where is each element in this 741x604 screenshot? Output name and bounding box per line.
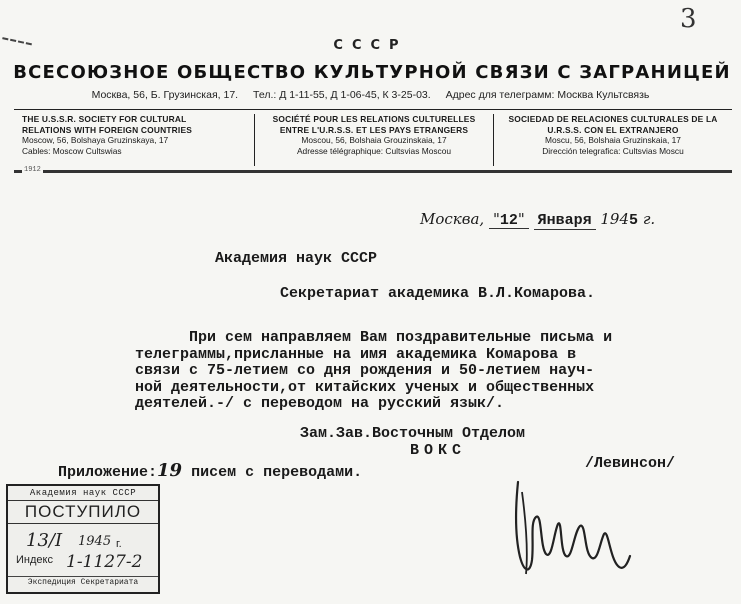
date-year-prefix: 194 <box>600 210 630 228</box>
body-line: При сем направляем Вам поздравительные письма и <box>135 329 613 346</box>
stamp-org: Академия наук СССР <box>29 488 137 498</box>
page-number: 3 <box>680 4 697 34</box>
body-line: связи с 75-летием со дня рождения и 50-летием науч- <box>135 362 595 379</box>
date-year-digit: 5 <box>629 212 639 229</box>
body-line: деятелей.-/ с переводом на русский язык/. <box>135 395 505 412</box>
org-telegram: Адрес для телеграмм: Москва Культсвязь <box>445 89 650 101</box>
stamp-day-month: 13/I <box>26 530 63 551</box>
foreign-name-english: THE U.S.S.R. SOCIETY FOR CULTURAL RELATIONS WITH FOREIGN COUNTRIES Moscow, 56, Bolshaya Gruzinskaya, 17 Cables: Moscow Cultswias <box>22 114 193 156</box>
stamp-index-value: 1-1127-2 <box>66 552 143 572</box>
date-city: Москва, <box>420 210 485 228</box>
stamp-expedition: Экспедиция Секретариата <box>8 576 158 587</box>
body-line: телеграммы,присланные на имя академика Комарова в <box>135 345 577 363</box>
foreign-names-row <box>14 114 732 166</box>
org-short-name: СССР <box>333 38 408 53</box>
date-month: Января <box>534 212 596 230</box>
letter-date: Москва, "12" Января 1945 г. <box>420 210 656 229</box>
signer-name: /Левинсон/ <box>585 455 676 472</box>
body-line: ной деятельности,от китайских ученых и общественных <box>135 378 595 396</box>
addressee-line-2: Секретариат академика В.Л.Комарова. <box>280 285 596 302</box>
stamp-received-label: ПОСТУПИЛО <box>8 500 158 524</box>
letterhead-rule-top <box>14 109 732 110</box>
date-day: 12 <box>499 212 518 229</box>
attachment-count: 19 <box>157 460 183 481</box>
attachment-note <box>58 460 362 481</box>
attachment-label: Приложение: <box>58 464 158 481</box>
foreign-name-french: SOCIÉTÉ POUR LES RELATIONS CULTURELLES ENTRE L'U.R.S.S. ET LES PAYS ETRANGERS Moscou, 56, Bolshaia Grouzinskaia, 17 Adresse télégraphique: Cultsvias Moscou <box>254 114 493 166</box>
date-suffix: г. <box>642 210 656 228</box>
stamp-year: 1945 <box>78 534 112 549</box>
handwritten-signature <box>500 462 650 582</box>
org-address: Москва, 56, Б. Грузинская, 17. <box>91 89 239 101</box>
received-stamp <box>6 484 160 594</box>
addressee-line-1: Академия наук СССР <box>215 250 378 267</box>
letterhead-rule-bottom <box>14 170 732 173</box>
org-contacts <box>0 89 741 101</box>
stamp-index-label: Индекс <box>16 554 53 566</box>
foreign-name-spanish: SOCIEDAD DE RELACIONES CULTURALES DE LA U.R.S.S. CON EL EXTRANJERO Moscu, 56, Bolshaia Gruzinskaia, 17 Dirección telegrafica: Cultsvias Moscu <box>493 114 732 166</box>
org-full-name: ВСЕСОЮЗНОЕ ОБЩЕСТВО КУЛЬТУРНОЙ СВЯЗИ С ЗАГРАНИЦЕЙ <box>13 62 731 83</box>
stamp-year-suffix: г. <box>116 538 122 550</box>
org-phones: Тел.: Д 1-11-55, Д 1-06-45, К 3-25-03. <box>253 89 431 101</box>
stamp-index <box>8 554 158 576</box>
letterhead-rule-tag: 1912 <box>24 166 41 174</box>
attachment-text: писем с переводами. <box>191 464 363 481</box>
signer-org: ВОКС <box>410 442 467 459</box>
letter-body <box>135 330 612 413</box>
signer-title: Зам.Зав.Восточным Отделом <box>300 425 526 442</box>
stamp-date <box>8 524 158 554</box>
